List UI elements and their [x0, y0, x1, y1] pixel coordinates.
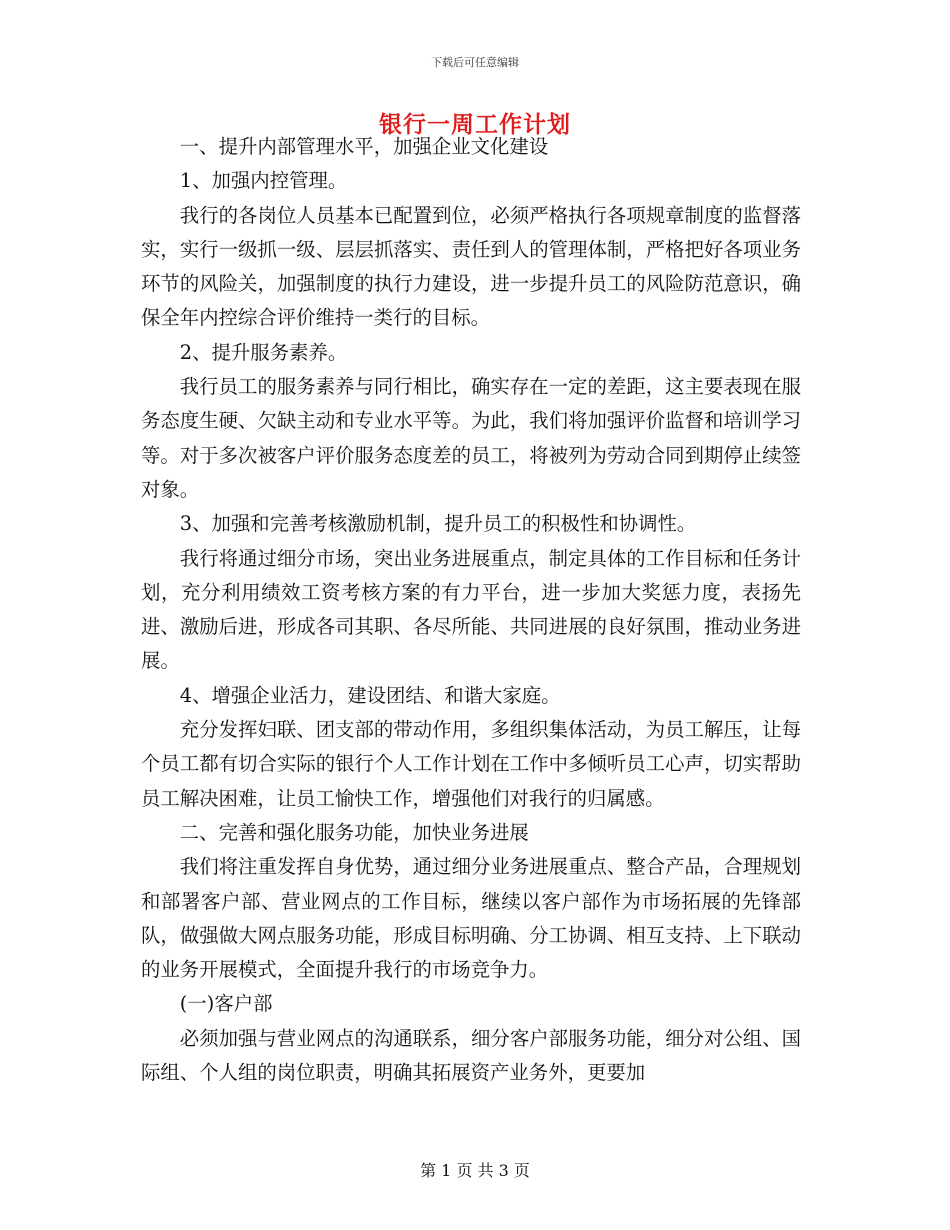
body-paragraph: 充分发挥妇联、团支部的带动作用，多组织集体活动，为员工解压，让每个员工都有切合实际的银行个人工作计划在工作中多倾听员工心声，切实帮助员工解决困难，让员工愉快工作，增强他们对我行的归属感。 [141, 718, 801, 810]
page-header-note: 下载后可任意编辑 [431, 56, 519, 69]
document-title: 银行一周工作计划 [379, 111, 571, 138]
section-heading-2: 二、完善和强化服务功能，加快业务进展 [179, 820, 529, 844]
body-paragraph: 我们将注重发挥自身优势，通过细分业务进展重点、整合产品，合理规划和部署客户部、营业网点的工作目标，继续以客户部作为市场拓展的先锋部队，做强做大网点服务功能，形成目标明确、分工协调、相互支持、上下联动的业务开展模式，全面提升我行的市场竞争力。 [141, 855, 801, 982]
subheading-2: 2、提升服务素养。 [179, 340, 348, 364]
section-heading-1: 一、提升内部管理水平，加强企业文化建设 [179, 135, 549, 158]
body-paragraph: 我行的各岗位人员基本已配置到位，必须严格执行各项规章制度的监督落实，实行一级抓一级、层层抓落实、责任到人的管理体制，严格把好各项业务环节的风险关，加强制度的执行力建设，进一步提升员工的风险防范意识，确保全年内控综合评价维持一类行的目标。 [141, 203, 801, 330]
subheading-customer-dept: (一)客户部 [179, 992, 273, 1016]
document-body [141, 130, 801, 1090]
subheading-1: 1、加强内控管理。 [179, 169, 348, 193]
subheading-4: 4、增强企业活力，建设团结、和谐大家庭。 [179, 683, 561, 707]
page-number-footer: 第 1 页 共 3 页 [420, 1161, 530, 1180]
subheading-3: 3、加强和完善考核激励机制，提升员工的积极性和协调性。 [179, 512, 697, 536]
body-paragraph: 我行员工的服务素养与同行相比，确实存在一定的差距，这主要表现在服务态度生硬、欠缺主动和专业水平等。为此，我们将加强评价监督和培训学习等。对于多次被客户评价服务态度差的员工，将被列为劳动合同到期停止续签对象。 [141, 375, 801, 501]
body-paragraph: 我行将通过细分市场，突出业务进展重点，制定具体的工作目标和任务计划，充分利用绩效工资考核方案的有力平台，进一步加大奖惩力度，表扬先进、激励后进，形成各司其职、各尽所能、共同进展的良好氛围，推动业务进展。 [141, 546, 801, 673]
body-paragraph: 必须加强与营业网点的沟通联系，细分客户部服务功能，细分对公组、国际组、个人组的岗位职责，明确其拓展资产业务外，更要加 [141, 1026, 801, 1085]
